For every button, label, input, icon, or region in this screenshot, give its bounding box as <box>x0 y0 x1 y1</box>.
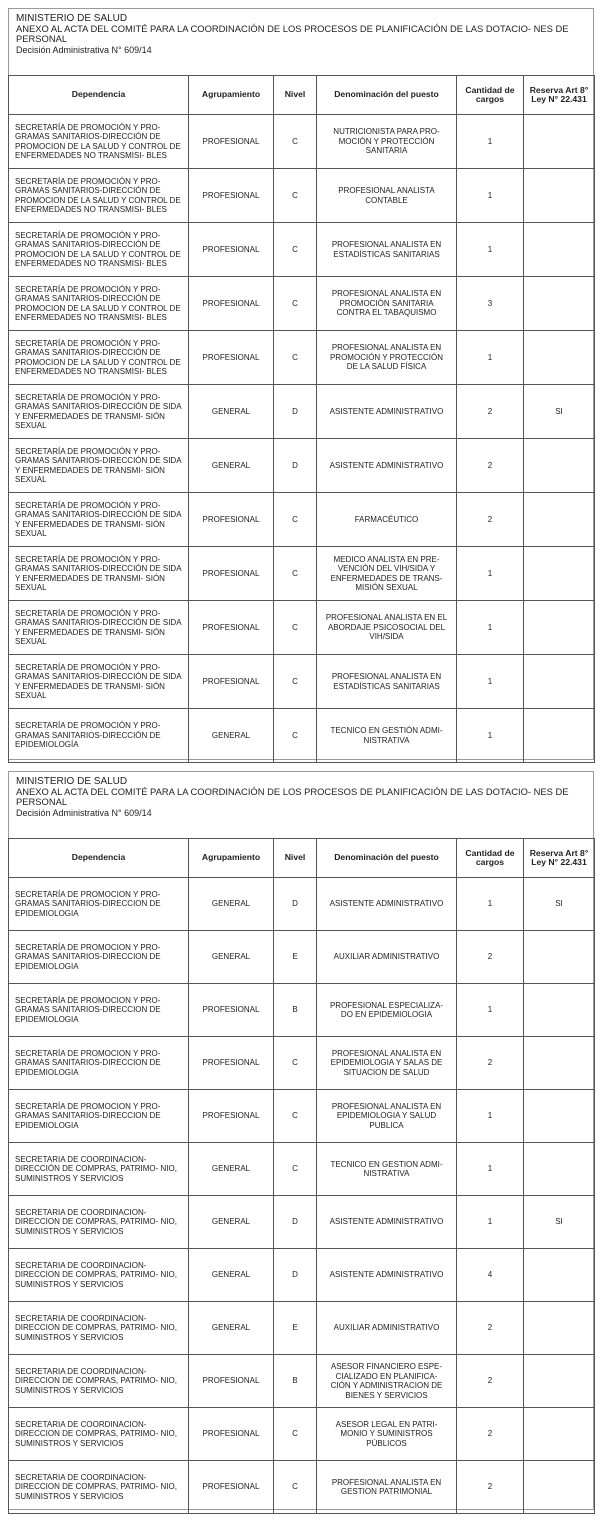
cell-nivel: E <box>274 931 317 984</box>
table-row <box>9 931 595 984</box>
cell-cantidad: 1 <box>457 709 524 763</box>
cell-nivel: C <box>274 709 317 763</box>
table-row <box>9 984 595 1037</box>
annex-title: ANEXO AL ACTA DEL COMITÉ PARA LA COORDINACIÓN DE LOS PROCESOS DE PLANIFICACIÓN DE LAS DOTACIO- NES DE PERSONAL <box>16 786 569 807</box>
table-row <box>9 277 595 331</box>
cell-denominacion: AUXILIAR ADMINISTRATIVO <box>317 1302 457 1355</box>
cell-agrupamiento: PROFESIONAL <box>189 1408 274 1461</box>
cell-reserva <box>524 1143 595 1196</box>
cell-cantidad: 1 <box>457 655 524 709</box>
cell-agrupamiento: GENERAL <box>189 931 274 984</box>
cell-denominacion: PROFESIONAL ANALISTA EN GESTION PATRIMONIAL <box>317 1461 457 1514</box>
cell-denominacion: MEDICO ANALISTA EN PRE- VENCIÓN DEL VIH/SIDA Y ENFERMEDADES DE TRANS- MISIÓN SEXUAL <box>317 547 457 601</box>
table-row <box>9 1196 595 1249</box>
cell-dependencia: SECRETARÍA DE PROMOCIÓN Y PRO- GRAMAS SANITARIOS-DIRECCIÓN DE SIDA Y ENFERMEDADES DE TRANSMI- SIÓN SEXUAL <box>9 601 189 655</box>
cell-denominacion: PROFESIONAL ANALISTA EN EL ABORDAJE PSICOSOCIAL DEL VIH/SIDA <box>317 601 457 655</box>
cell-dependencia: SECRETARÍA DE PROMOCIÓN Y PRO- GRAMAS SANITARIOS-DIRECCIÓN DE EPIDEMIOLOGÍA <box>9 709 189 763</box>
page-header <box>9 772 593 838</box>
table-row <box>9 1461 595 1514</box>
cell-reserva <box>524 1249 595 1302</box>
cell-agrupamiento: GENERAL <box>189 1249 274 1302</box>
cell-dependencia: SECRETARÍA DE PROMOCIÓN Y PRO- GRAMAS SANITARIOS-DIRECCIÓN DE SIDA Y ENFERMEDADES DE TRANSMI- SIÓN SEXUAL <box>9 493 189 547</box>
cell-cantidad: 1 <box>457 331 524 385</box>
cell-nivel: C <box>274 1037 317 1090</box>
cell-cantidad: 2 <box>457 1355 524 1408</box>
cell-dependencia: SECRETARIA DE COORDINACION- DIRECCION DE COMPRAS, PATRIMO- NIO, SUMINISTROS Y SERVICIOS <box>9 1408 189 1461</box>
cell-dependencia: SECRETARÍA DE PROMOCION Y PRO- GRAMAS SANITARIOS-DIRECCION DE EPIDEMIOLOGIA <box>9 931 189 984</box>
cell-agrupamiento: PROFESIONAL <box>189 655 274 709</box>
cell-cantidad: 2 <box>457 439 524 493</box>
table-row <box>9 1355 595 1408</box>
cell-nivel: D <box>274 385 317 439</box>
cell-denominacion: TECNICO EN GESTIÓN ADMI- NISTRATIVA <box>317 709 457 763</box>
table-row <box>9 878 595 931</box>
cell-reserva <box>524 493 595 547</box>
column-header: Agrupamiento <box>189 839 274 878</box>
table-row <box>9 331 595 385</box>
staffing-table <box>8 838 595 1514</box>
cell-denominacion: PROFESIONAL ANALISTA EN EPIDEMIOLOGIA Y SALUD PUBLICA <box>317 1090 457 1143</box>
ministry-title: MINISTERIO DE SALUD <box>16 13 128 24</box>
cell-reserva <box>524 1090 595 1143</box>
cell-cantidad: 1 <box>457 601 524 655</box>
cell-reserva <box>524 1355 595 1408</box>
cell-cantidad: 3 <box>457 277 524 331</box>
cell-cantidad: 1 <box>457 1143 524 1196</box>
table-row <box>9 1037 595 1090</box>
cell-nivel: C <box>274 1090 317 1143</box>
document-page-1 <box>8 8 594 760</box>
cell-dependencia: SECRETARÍA DE PROMOCION Y PRO- GRAMAS SANITARIOS-DIRECCION DE EPIDEMIOLOGIA <box>9 878 189 931</box>
table-header-row <box>9 76 595 115</box>
table-row <box>9 1143 595 1196</box>
decision-reference: Decisión Administrativa N° 609/14 <box>16 808 152 818</box>
cell-reserva <box>524 223 595 277</box>
cell-nivel: E <box>274 1302 317 1355</box>
cell-nivel: C <box>274 547 317 601</box>
cell-cantidad: 2 <box>457 1037 524 1090</box>
cell-dependencia: SECRETARÍA DE PROMOCION Y PRO- GRAMAS SANITARIOS-DIRECCION DE EPIDEMIOLOGIA <box>9 1037 189 1090</box>
cell-denominacion: PROFESIONAL ANALISTA CONTABLE <box>317 169 457 223</box>
cell-agrupamiento: GENERAL <box>189 709 274 763</box>
column-header: Cantidad de cargos <box>457 76 524 115</box>
cell-denominacion: FARMACÉUTICO <box>317 493 457 547</box>
cell-nivel: C <box>274 1461 317 1514</box>
cell-dependencia: SECRETARÍA DE PROMOCION Y PRO- GRAMAS SANITARIOS-DIRECCION DE EPIDEMIOLOGIA <box>9 1090 189 1143</box>
page-header <box>9 9 593 75</box>
cell-agrupamiento: GENERAL <box>189 385 274 439</box>
cell-dependencia: SECRETARÍA DE PROMOCIÓN Y PRO- GRAMAS SANITARIOS-DIRECCIÓN DE SIDA Y ENFERMEDADES DE TRANSMI- SIÓN SEXUAL <box>9 385 189 439</box>
cell-nivel: C <box>274 277 317 331</box>
cell-reserva <box>524 1302 595 1355</box>
table-row <box>9 1249 595 1302</box>
cell-nivel: D <box>274 1249 317 1302</box>
cell-reserva <box>524 115 595 169</box>
column-header: Nivel <box>274 76 317 115</box>
cell-dependencia: SECRETARÍA DE PROMOCIÓN Y PRO- GRAMAS SANITARIOS-DIRECCIÓN DE PROMOCION DE LA SALUD Y CONTROL DE ENFERMEDADES NO TRANSMISI- BLES <box>9 169 189 223</box>
cell-agrupamiento: PROFESIONAL <box>189 1355 274 1408</box>
cell-reserva <box>524 1037 595 1090</box>
cell-agrupamiento: PROFESIONAL <box>189 1090 274 1143</box>
table-row <box>9 655 595 709</box>
cell-nivel: B <box>274 984 317 1037</box>
cell-denominacion: PROFESIONAL ANALISTA EN ESTADÍSTICAS SANITARIAS <box>317 655 457 709</box>
cell-agrupamiento: GENERAL <box>189 1143 274 1196</box>
cell-reserva <box>524 439 595 493</box>
cell-agrupamiento: GENERAL <box>189 439 274 493</box>
cell-nivel: C <box>274 115 317 169</box>
cell-cantidad: 1 <box>457 984 524 1037</box>
cell-cantidad: 2 <box>457 1302 524 1355</box>
column-header: Denominación del puesto <box>317 76 457 115</box>
cell-cantidad: 1 <box>457 115 524 169</box>
cell-agrupamiento: PROFESIONAL <box>189 493 274 547</box>
cell-reserva <box>524 709 595 763</box>
decision-reference: Decisión Administrativa N° 609/14 <box>16 45 152 55</box>
cell-reserva <box>524 169 595 223</box>
cell-agrupamiento: PROFESIONAL <box>189 547 274 601</box>
cell-nivel: D <box>274 878 317 931</box>
cell-reserva <box>524 1408 595 1461</box>
table-row <box>9 493 595 547</box>
cell-nivel: D <box>274 1196 317 1249</box>
cell-cantidad: 1 <box>457 169 524 223</box>
cell-dependencia: SECRETARÍA DE PROMOCIÓN Y PRO- GRAMAS SANITARIOS-DIRECCIÓN DE SIDA Y ENFERMEDADES DE TRANSMI- SIÓN SEXUAL <box>9 655 189 709</box>
cell-denominacion: PROFESIONAL ANALISTA EN EPIDEMIOLOGIA Y SALAS DE SITUACION DE SALUD <box>317 1037 457 1090</box>
table-row <box>9 709 595 763</box>
cell-agrupamiento: PROFESIONAL <box>189 277 274 331</box>
table-row <box>9 1302 595 1355</box>
cell-denominacion: ASISTENTE ADMINISTRATIVO <box>317 1249 457 1302</box>
cell-dependencia: SECRETARÍA DE PROMOCIÓN Y PRO- GRAMAS SANITARIOS-DIRECCIÓN DE SIDA Y ENFERMEDADES DE TRANSMI- SIÓN SEXUAL <box>9 547 189 601</box>
cell-agrupamiento: GENERAL <box>189 878 274 931</box>
cell-nivel: C <box>274 223 317 277</box>
cell-dependencia: SECRETARÍA DE PROMOCIÓN Y PRO- GRAMAS SANITARIOS-DIRECCIÓN DE PROMOCION DE LA SALUD Y CONTROL DE ENFERMEDADES NO TRANSMISI- BLES <box>9 277 189 331</box>
cell-denominacion: ASISTENTE ADMINISTRATIVO <box>317 439 457 493</box>
cell-nivel: C <box>274 1143 317 1196</box>
cell-dependencia: SECRETARIA DE COORDINACION- DIRECCIÓN DE COMPRAS, PATRIMO- NIO, SUMINISTROS Y SERVICIOS <box>9 1143 189 1196</box>
cell-reserva <box>524 277 595 331</box>
column-header: Agrupamiento <box>189 76 274 115</box>
cell-agrupamiento: PROFESIONAL <box>189 115 274 169</box>
table-row <box>9 1408 595 1461</box>
document-page-2 <box>8 771 594 1510</box>
cell-reserva: SI <box>524 1196 595 1249</box>
cell-dependencia: SECRETARÍA DE PROMOCIÓN Y PRO- GRAMAS SANITARIOS-DIRECCIÓN DE SIDA Y ENFERMEDADES DE TRANSMI- SIÓN SEXUAL <box>9 439 189 493</box>
cell-reserva: SI <box>524 385 595 439</box>
cell-denominacion: ASISTENTE ADMINISTRATIVO <box>317 878 457 931</box>
cell-dependencia: SECRETARIA DE COORDINACION- DIRECCION DE COMPRAS, PATRIMO- NIO, SUMINISTROS Y SERVICIOS <box>9 1461 189 1514</box>
column-header: Reserva Art 8° Ley N° 22.431 <box>524 839 595 878</box>
table-row <box>9 1090 595 1143</box>
column-header: Cantidad de cargos <box>457 839 524 878</box>
column-header: Reserva Art 8° Ley N° 22.431 <box>524 76 595 115</box>
cell-reserva <box>524 547 595 601</box>
table-row <box>9 439 595 493</box>
table-row <box>9 385 595 439</box>
table-header-row <box>9 839 595 878</box>
table-body <box>9 878 595 1514</box>
cell-cantidad: 1 <box>457 1090 524 1143</box>
cell-dependencia: SECRETARÍA DE PROMOCION Y PRO- GRAMAS SANITARIOS-DIRECCION DE EPIDEMIOLOGIA <box>9 984 189 1037</box>
column-header: Dependencia <box>9 839 189 878</box>
cell-nivel: C <box>274 601 317 655</box>
cell-denominacion: NUTRICIONISTA PARA PRO- MOCIÓN Y PROTECCIÓN SANITARIA <box>317 115 457 169</box>
cell-denominacion: PROFESIONAL ANALISTA EN PROMOCIÓN SANITARIA CONTRA EL TABAQUISMO <box>317 277 457 331</box>
cell-denominacion: ASESOR LEGAL EN PATRI- MONIO Y SUMINISTROS PÚBLICOS <box>317 1408 457 1461</box>
cell-reserva <box>524 655 595 709</box>
cell-nivel: D <box>274 439 317 493</box>
cell-cantidad: 2 <box>457 931 524 984</box>
cell-denominacion: PROFESIONAL ESPECIALIZA- DO EN EPIDEMIOLOGIA <box>317 984 457 1037</box>
cell-cantidad: 2 <box>457 1461 524 1514</box>
table-row <box>9 169 595 223</box>
cell-cantidad: 1 <box>457 878 524 931</box>
cell-nivel: C <box>274 169 317 223</box>
cell-agrupamiento: PROFESIONAL <box>189 601 274 655</box>
cell-denominacion: PROFESIONAL ANALISTA EN PROMOCIÓN Y PROTECCIÓN DE LA SALUD FÍSICA <box>317 331 457 385</box>
cell-agrupamiento: GENERAL <box>189 1196 274 1249</box>
cell-reserva <box>524 331 595 385</box>
cell-denominacion: PROFESIONAL ANALISTA EN ESTADÍSTICAS SANITARIAS <box>317 223 457 277</box>
cell-cantidad: 2 <box>457 385 524 439</box>
ministry-title: MINISTERIO DE SALUD <box>16 776 128 787</box>
cell-agrupamiento: GENERAL <box>189 1302 274 1355</box>
cell-denominacion: ASISTENTE ADMINISTRATIVO <box>317 385 457 439</box>
cell-cantidad: 4 <box>457 1249 524 1302</box>
cell-nivel: C <box>274 331 317 385</box>
cell-nivel: C <box>274 655 317 709</box>
cell-agrupamiento: PROFESIONAL <box>189 169 274 223</box>
cell-agrupamiento: PROFESIONAL <box>189 331 274 385</box>
cell-agrupamiento: PROFESIONAL <box>189 1461 274 1514</box>
column-header: Denominación del puesto <box>317 839 457 878</box>
table-body <box>9 115 595 763</box>
cell-dependencia: SECRETARIA DE COORDINACION- DIRECCION DE COMPRAS, PATRIMO- NIO, SUMINISTROS Y SERVICIOS <box>9 1355 189 1408</box>
cell-cantidad: 2 <box>457 493 524 547</box>
column-header: Nivel <box>274 839 317 878</box>
cell-denominacion: ASISTENTE ADMINISTRATIVO <box>317 1196 457 1249</box>
cell-dependencia: SECRETARIA DE COORDINACION- DIRECCION DE COMPRAS, PATRIMO- NIO, SUMINISTROS Y SERVICIOS <box>9 1196 189 1249</box>
cell-cantidad: 1 <box>457 547 524 601</box>
cell-dependencia: SECRETARÍA DE PROMOCIÓN Y PRO- GRAMAS SANITARIOS-DIRECCIÓN DE PROMOCION DE LA SALUD Y CONTROL DE ENFERMEDADES NO TRANSMISI- BLES <box>9 223 189 277</box>
cell-dependencia: SECRETARÍA DE PROMOCIÓN Y PRO- GRAMAS SANITARIOS-DIRECCIÓN DE PROMOCION DE LA SALUD Y CONTROL DE ENFERMEDADES NO TRANSMISI- BLES <box>9 115 189 169</box>
cell-agrupamiento: PROFESIONAL <box>189 223 274 277</box>
cell-agrupamiento: PROFESIONAL <box>189 984 274 1037</box>
annex-title: ANEXO AL ACTA DEL COMITÉ PARA LA COORDINACIÓN DE LOS PROCESOS DE PLANIFICACIÓN DE LAS DOTACIO- NES DE PERSONAL <box>16 23 569 44</box>
cell-nivel: B <box>274 1355 317 1408</box>
cell-reserva: SI <box>524 878 595 931</box>
cell-agrupamiento: PROFESIONAL <box>189 1037 274 1090</box>
column-header: Dependencia <box>9 76 189 115</box>
cell-reserva <box>524 601 595 655</box>
table-row <box>9 601 595 655</box>
staffing-table <box>8 75 595 763</box>
cell-dependencia: SECRETARÍA DE PROMOCIÓN Y PRO- GRAMAS SANITARIOS-DIRECCIÓN DE PROMOCION DE LA SALUD Y CONTROL DE ENFERMEDADES NO TRANSMISI- BLES <box>9 331 189 385</box>
cell-cantidad: 2 <box>457 1408 524 1461</box>
cell-dependencia: SECRETARIA DE COORDINACION- DIRECCION DE COMPRAS, PATRIMO- NIO, SUMINISTROS Y SERVICIOS <box>9 1249 189 1302</box>
cell-nivel: C <box>274 1408 317 1461</box>
cell-nivel: C <box>274 493 317 547</box>
cell-denominacion: AUXILIAR ADMINISTRATIVO <box>317 931 457 984</box>
cell-reserva <box>524 1461 595 1514</box>
table-row <box>9 115 595 169</box>
table-row <box>9 223 595 277</box>
cell-dependencia: SECRETARIA DE COORDINACION- DIRECCION DE COMPRAS, PATRIMO- NIO, SUMINISTROS Y SERVICIOS <box>9 1302 189 1355</box>
table-row <box>9 547 595 601</box>
cell-reserva <box>524 931 595 984</box>
cell-reserva <box>524 984 595 1037</box>
cell-cantidad: 1 <box>457 1196 524 1249</box>
cell-denominacion: TECNICO EN GESTION ADMI- NISTRATIVA <box>317 1143 457 1196</box>
cell-cantidad: 1 <box>457 223 524 277</box>
cell-denominacion: ASESOR FINANCIERO ESPE- CIALIZADO EN PLANIFICA- CIÓN Y ADMINISTRACION DE BIENES Y SERVICIOS <box>317 1355 457 1408</box>
